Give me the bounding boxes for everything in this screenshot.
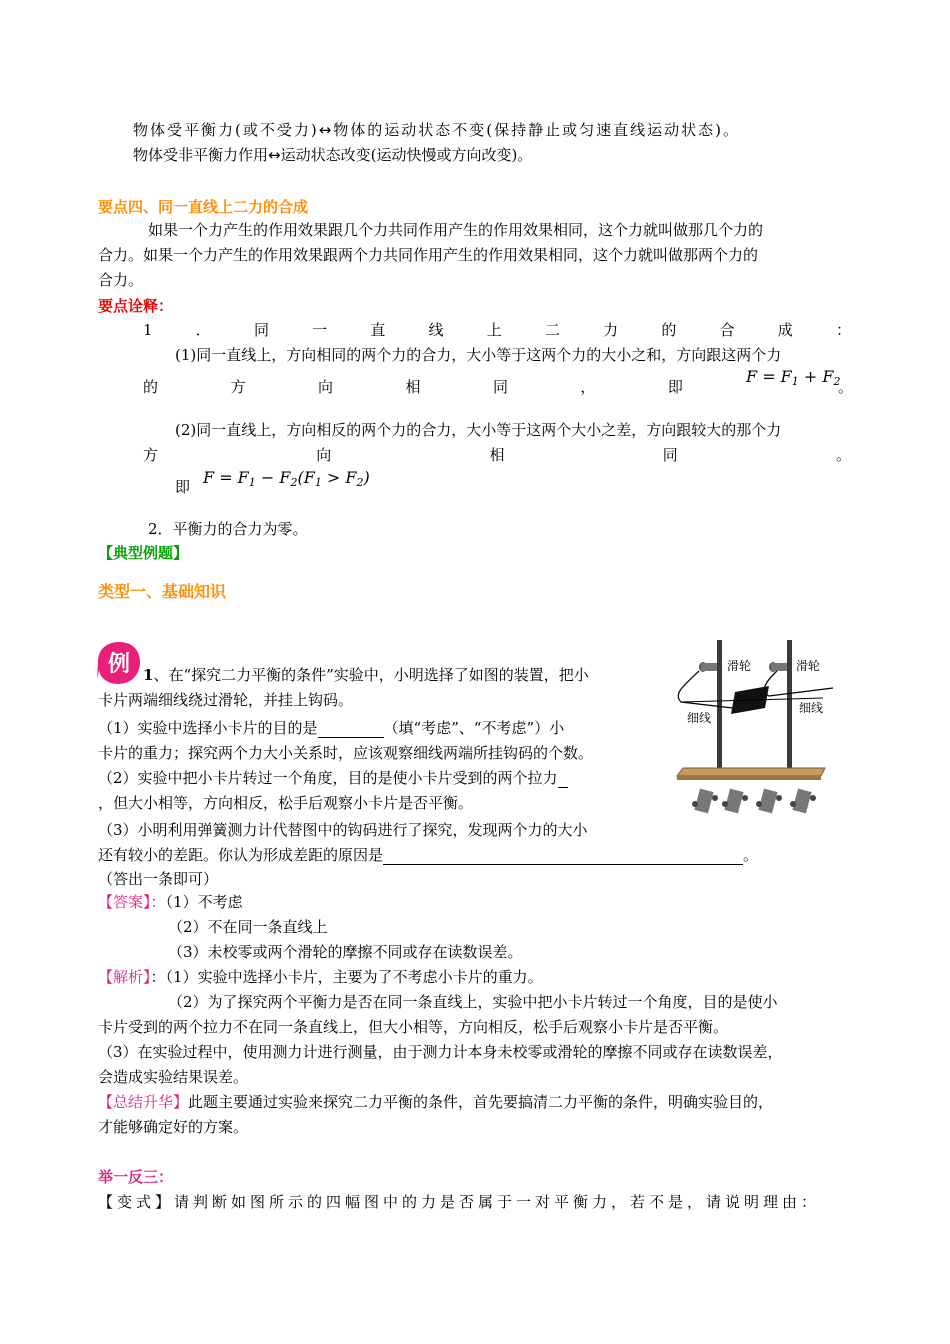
left-pole	[717, 640, 722, 768]
q3-text-c: 。	[743, 846, 759, 864]
q3-line-3: （答出一条即可）	[98, 870, 219, 888]
char: ．	[195, 321, 211, 339]
analysis-line-5: 会造成实验结果误差。	[98, 1068, 249, 1086]
type-1-title: 类型一、基础知识	[98, 582, 227, 601]
answer-colon: ：	[150, 893, 166, 911]
q1-text-b: （填“考虑”、“不考虑”）小	[383, 719, 565, 737]
answer-1: （1）不考虑	[165, 893, 243, 911]
balance-line-1-b: 物体的运动状态不变(保持静止或匀速直线运动状态)。	[333, 121, 741, 139]
section-4-para-2: 合力。如果一个力产生的作用效果跟两个力共同作用产生的作用效果相同，这个力就叫做那两个力的	[98, 246, 759, 264]
question-line-2: 卡片两端细线绕过滑轮，并挂上钩码。	[98, 691, 354, 709]
string-right-label: 细线	[799, 701, 824, 715]
char: 1	[143, 321, 153, 339]
char: 力	[603, 321, 619, 339]
double-arrow-icon: ↔	[318, 121, 334, 139]
char: ，	[580, 378, 596, 396]
char: 即	[667, 378, 683, 396]
q2-line-2: ，但大小相等，方向相反，松手后观察小卡片是否平衡。	[98, 794, 474, 812]
char: 直	[370, 321, 386, 339]
char: 相	[405, 378, 421, 396]
q1-blank[interactable]	[318, 721, 384, 738]
question-number: 1	[143, 666, 154, 684]
double-arrow-icon: ↔	[268, 146, 281, 164]
char: 的	[143, 378, 159, 396]
q2-blank[interactable]	[558, 771, 568, 788]
opposite-direction-spread	[143, 445, 851, 465]
hook-weights	[692, 789, 816, 814]
formula-sum: $F = F_1 + F_2$	[746, 367, 841, 388]
char: 。	[835, 446, 851, 464]
explain-title: 要点诠释：	[98, 297, 174, 315]
badge-label: 例	[107, 652, 131, 677]
question-text: 、在“探究二力平衡的条件”实验中，小明选择了如图的装置，把小	[153, 666, 589, 684]
section-4-para-1: 如果一个力产生的作用效果跟几个力共同作用产生的作用效果相同，这个力就叫做那几个力的	[148, 221, 764, 239]
section-4-para-3: 合力。	[98, 271, 144, 289]
formula-sum-end: 。	[838, 378, 854, 396]
q3-text-b: 还有较小的差距。你认为形成差距的原因是	[98, 846, 384, 864]
q1-line-2: 卡片的重力；探究两个力大小关系时，应该观察细线两端所挂钩码的个数。	[98, 744, 594, 762]
char: 向	[316, 446, 332, 464]
char: 的	[661, 321, 677, 339]
char: 方	[143, 446, 159, 464]
pulley-right-label: 滑轮	[796, 659, 821, 673]
question-line-1	[143, 665, 589, 685]
char: 一	[312, 321, 328, 339]
q2-text-a: （2）实验中把小卡片转过一个角度，目的是使小卡片受到的两个拉力	[98, 769, 558, 787]
char: 二	[544, 321, 560, 339]
opposite-direction-text: (2)同一直线上，方向相反的两个力的合力，大小等于这两个大小之差，方向跟较大的那个力	[175, 421, 782, 439]
right-string	[764, 671, 833, 696]
char: 同	[253, 321, 269, 339]
summary-line-2: 才能够确定好的方案。	[98, 1118, 249, 1136]
q3-blank[interactable]	[383, 848, 743, 865]
analysis-label: 【解析】	[98, 968, 151, 986]
answer-2: （2）不在同一条直线上	[168, 918, 328, 936]
ji-label: 即	[175, 478, 191, 496]
formula-difference: $F = F_1 - F_2(F_1 > F_2)$	[203, 468, 370, 489]
balance-line-2-a: 物体受非平衡力作用	[133, 146, 269, 164]
q3-line: （3）小明利用弹簧测力计代替图中的钩码进行了探究，发现两个力的大小	[98, 821, 588, 839]
q2-line	[98, 768, 568, 788]
analysis-line-2: （2）为了探究两个平衡力是否在同一条直线上，实验中把小卡片转过一个角度，目的是使小	[168, 993, 778, 1011]
char: ：	[835, 321, 851, 339]
char: 合	[719, 321, 735, 339]
summary-label: 【总结升华】	[98, 1093, 189, 1111]
analysis-line-3: 卡片受到的两个拉力不在同一条直线上，但大小相等，方向相反，松手后观察小卡片是否平衡。	[98, 1018, 729, 1036]
analysis-line-1: （1）实验中选择小卡片，主要为了不考虑小卡片的重力。	[165, 968, 543, 986]
balance-line-1	[133, 120, 740, 140]
answer-label: 【答案】	[98, 893, 151, 911]
right-pole	[787, 640, 792, 768]
balance-line-1-a: 物体受平衡力(或不受力)	[133, 121, 319, 139]
variant-question: 【变式】请判断如图所示的四幅图中的力是否属于一对平衡力，若不是，请说明理由：	[98, 1193, 821, 1211]
string-left-label: 细线	[687, 711, 712, 725]
char: 相	[489, 446, 505, 464]
char: 向	[317, 378, 333, 396]
left-string	[678, 671, 733, 708]
pulley-left-label: 滑轮	[727, 659, 752, 673]
q1-line	[98, 718, 564, 738]
analysis-line-4: （3）在实验过程中，使用测力计进行测量，由于测力计本身未校零或滑轮的摩擦不同或存在读数误差，	[98, 1043, 783, 1061]
same-direction-spread	[143, 377, 683, 397]
analysis-colon: ：	[150, 968, 166, 986]
answer-3: （3）未校零或两个滑轮的摩擦不同或存在读数误差。	[168, 943, 523, 961]
example-badge-icon	[96, 640, 142, 686]
apparatus-figure	[673, 636, 845, 824]
same-direction-text: (1)同一直线上，方向相同的两个力的合力，大小等于这两个力的大小之和，方向跟这两个力	[175, 346, 782, 364]
char: 成	[777, 321, 793, 339]
section-4-title: 要点四、同一直线上二力的合成	[98, 198, 309, 216]
char: 同	[492, 378, 508, 396]
answer-label-line	[98, 892, 243, 912]
char: 同	[662, 446, 678, 464]
summary-line-1	[98, 1092, 773, 1112]
q3-line-2	[98, 845, 758, 865]
char: 方	[230, 378, 246, 396]
practice-title: 举一反三：	[98, 1168, 174, 1186]
analysis-label-line	[98, 967, 543, 987]
summary-text-1: 此题主要通过实验来探究二力平衡的条件，首先要搞清二力平衡的条件，明确实验目的，	[188, 1093, 774, 1111]
item-2: 2．平衡力的合力为零。	[148, 520, 308, 538]
char: 线	[428, 321, 444, 339]
char: 上	[486, 321, 502, 339]
balance-line-2	[133, 145, 532, 165]
base-board	[677, 768, 825, 776]
q1-text-a: （1）实验中选择小卡片的目的是	[98, 719, 318, 737]
balance-line-2-b: 运动状态改变(运动快慢或方向改变)。	[280, 146, 533, 164]
typical-examples-title: 【典型例题】	[98, 544, 189, 562]
item-1-heading	[143, 320, 851, 340]
